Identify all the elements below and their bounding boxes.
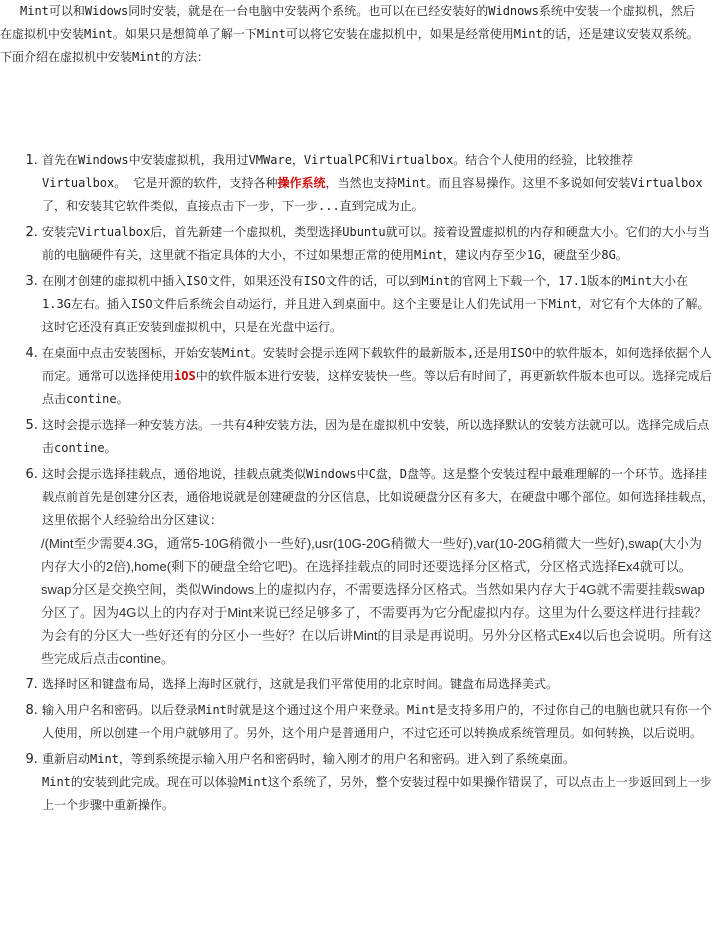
step-1: [42, 149, 714, 218]
partition-advice: /(Mint至少需要4.3G，通常5-10G稍微小一些好),usr(10G-20G稍微大一些好),var(10-20G稍微大一些好),swap(大小为内存大小的2倍),home(剩下的硬盘全给它吧)。在选择挂载点的同时还要选择分区格式，分区格式选择Ex4就可以。swap分区是交换空间，类似Windows上的虚拟内存，不需要选择分区格式。当然如果内存大于4G就不需要挂载swap分区了。因为4G以上的内存对于Mint来说已经足够多了，不需要再为它分配虚拟内存。这里为什么要这样进行挂载？为会有的分区大一些好还有的分区小一些好？在以后讲Mint的目录是再说明。另外分区格式Ex4以后也会说明。所有这些完成后点击contine。: [41, 536, 712, 666]
step-1-text-b: ，当然也支持Mint。而且容易操作。这里不多说如何安装Virtualbox了，和安装其它软件类似，直接点击下一步，下一步...直到完成为止。: [42, 176, 703, 213]
step-4: [42, 342, 714, 411]
intro-paragraph-3: 下面介绍在虚拟机中安装Mint的方法：: [0, 50, 209, 64]
ios-keyword-link[interactable]: iOS: [174, 369, 196, 383]
step-9-text-a: 重新启动Mint，等到系统提示输入用户名和密码时，输入刚才的用户名和密码。进入到了系统桌面。: [42, 752, 575, 766]
step-4-text-a: 在桌面中点击安装图标，开始安装Mint。安装时会提示连网下载软件的最新版本,还是用ISO中的软件版本，如何选择依据个人而定。通常可以选择使用: [42, 346, 712, 383]
os-keyword-link[interactable]: 操作系统: [277, 176, 326, 190]
intro-section: [0, 0, 714, 69]
step-6-text-a: 这时会提示选择挂载点，通俗地说，挂载点就类似Windows中C盘，D盘等。这是整个安装过程中最难理解的一个环节。选择挂载点前首先是创建分区表，通俗地说就是创建硬盘的分区信息，比如说硬盘分区有多大，在硬盘中哪个部位。如何选择挂载点，这里依据个人经验给出分区建议：: [42, 467, 715, 527]
install-steps-list: [0, 149, 714, 820]
step-7: 7. 选择时区和键盘布局，选择上海时区就行，这就是我们平常使用的北京时间。键盘布局选择美式。: [42, 673, 714, 696]
step-8: 8. 输入用户名和密码。以后登录Mint时就是这个通过这个用户来登录。Mint是支持多用户的，不过你自己的电脑也就只有你一个人使用，所以创建一个用户就够用了。另外，这个用户是普通用户，不过它还可以转换成系统管理员。如何转换，以后说明。: [42, 699, 714, 745]
step-4-text-b: 中的软件版本进行安装，这样安装快一些。等以后有时间了，再更新软件版本也可以。选择完成后点击contine。: [42, 369, 712, 406]
intro-paragraph-2: 在虚拟机中安装Mint。如果只是想简单了解一下Mint可以将它安装在虚拟机中，如果是经常使用Mint的话，还是建议安装双系统。: [0, 27, 699, 41]
step-6: [42, 463, 714, 670]
step-2: 2. 安装完Virtualbox后，首先新建一个虚拟机，类型选择Ubuntu就可以。接着设置虚拟机的内存和硬盘大小。它们的大小与当前的电脑硬件有关，这里就不指定具体的大小，不过如果想正常的使用Mint，建议内存至少1G，硬盘至少8G。: [42, 221, 714, 267]
step-3: 3. 在刚才创建的虚拟机中插入ISO文件，如果还没有ISO文件的话，可以到Mint的官网上下载一个，17.1版本的Mint大小在1.3G左右。插入ISO文件后系统会自动运行，并且进入到桌面中。这个主要是让人们先试用一下Mint，对它有个大体的了解。这时它还没有真正安装到虚拟机中，只是在光盘中运行。: [42, 270, 714, 339]
step-9: [42, 748, 714, 817]
step-5: 5. 这时会提示选择一种安装方法。一共有4种安装方法，因为是在虚拟机中安装，所以选择默认的安装方法就可以。选择完成后点击contine。: [42, 414, 714, 460]
intro-paragraph-1: Mint可以和Widows同时安装，就是在一台电脑中安装两个系统。也可以在已经安装好的Widnows系统中安装一个虚拟机，然后: [20, 4, 695, 18]
step-9-text-b: Mint的安装到此完成。现在可以体验Mint这个系统了，另外，整个安装过程中如果操作错误了，可以点击上一步返回到上一步上一个步骤中重新操作。: [42, 775, 712, 812]
step-1-text-a: 首先在Windows中安装虚拟机，我用过VMWare，VirtualPC和Virtualbox。结合个人使用的经验，比较推荐Virtualbox。 它是开源的软件，支持各种: [42, 153, 634, 190]
